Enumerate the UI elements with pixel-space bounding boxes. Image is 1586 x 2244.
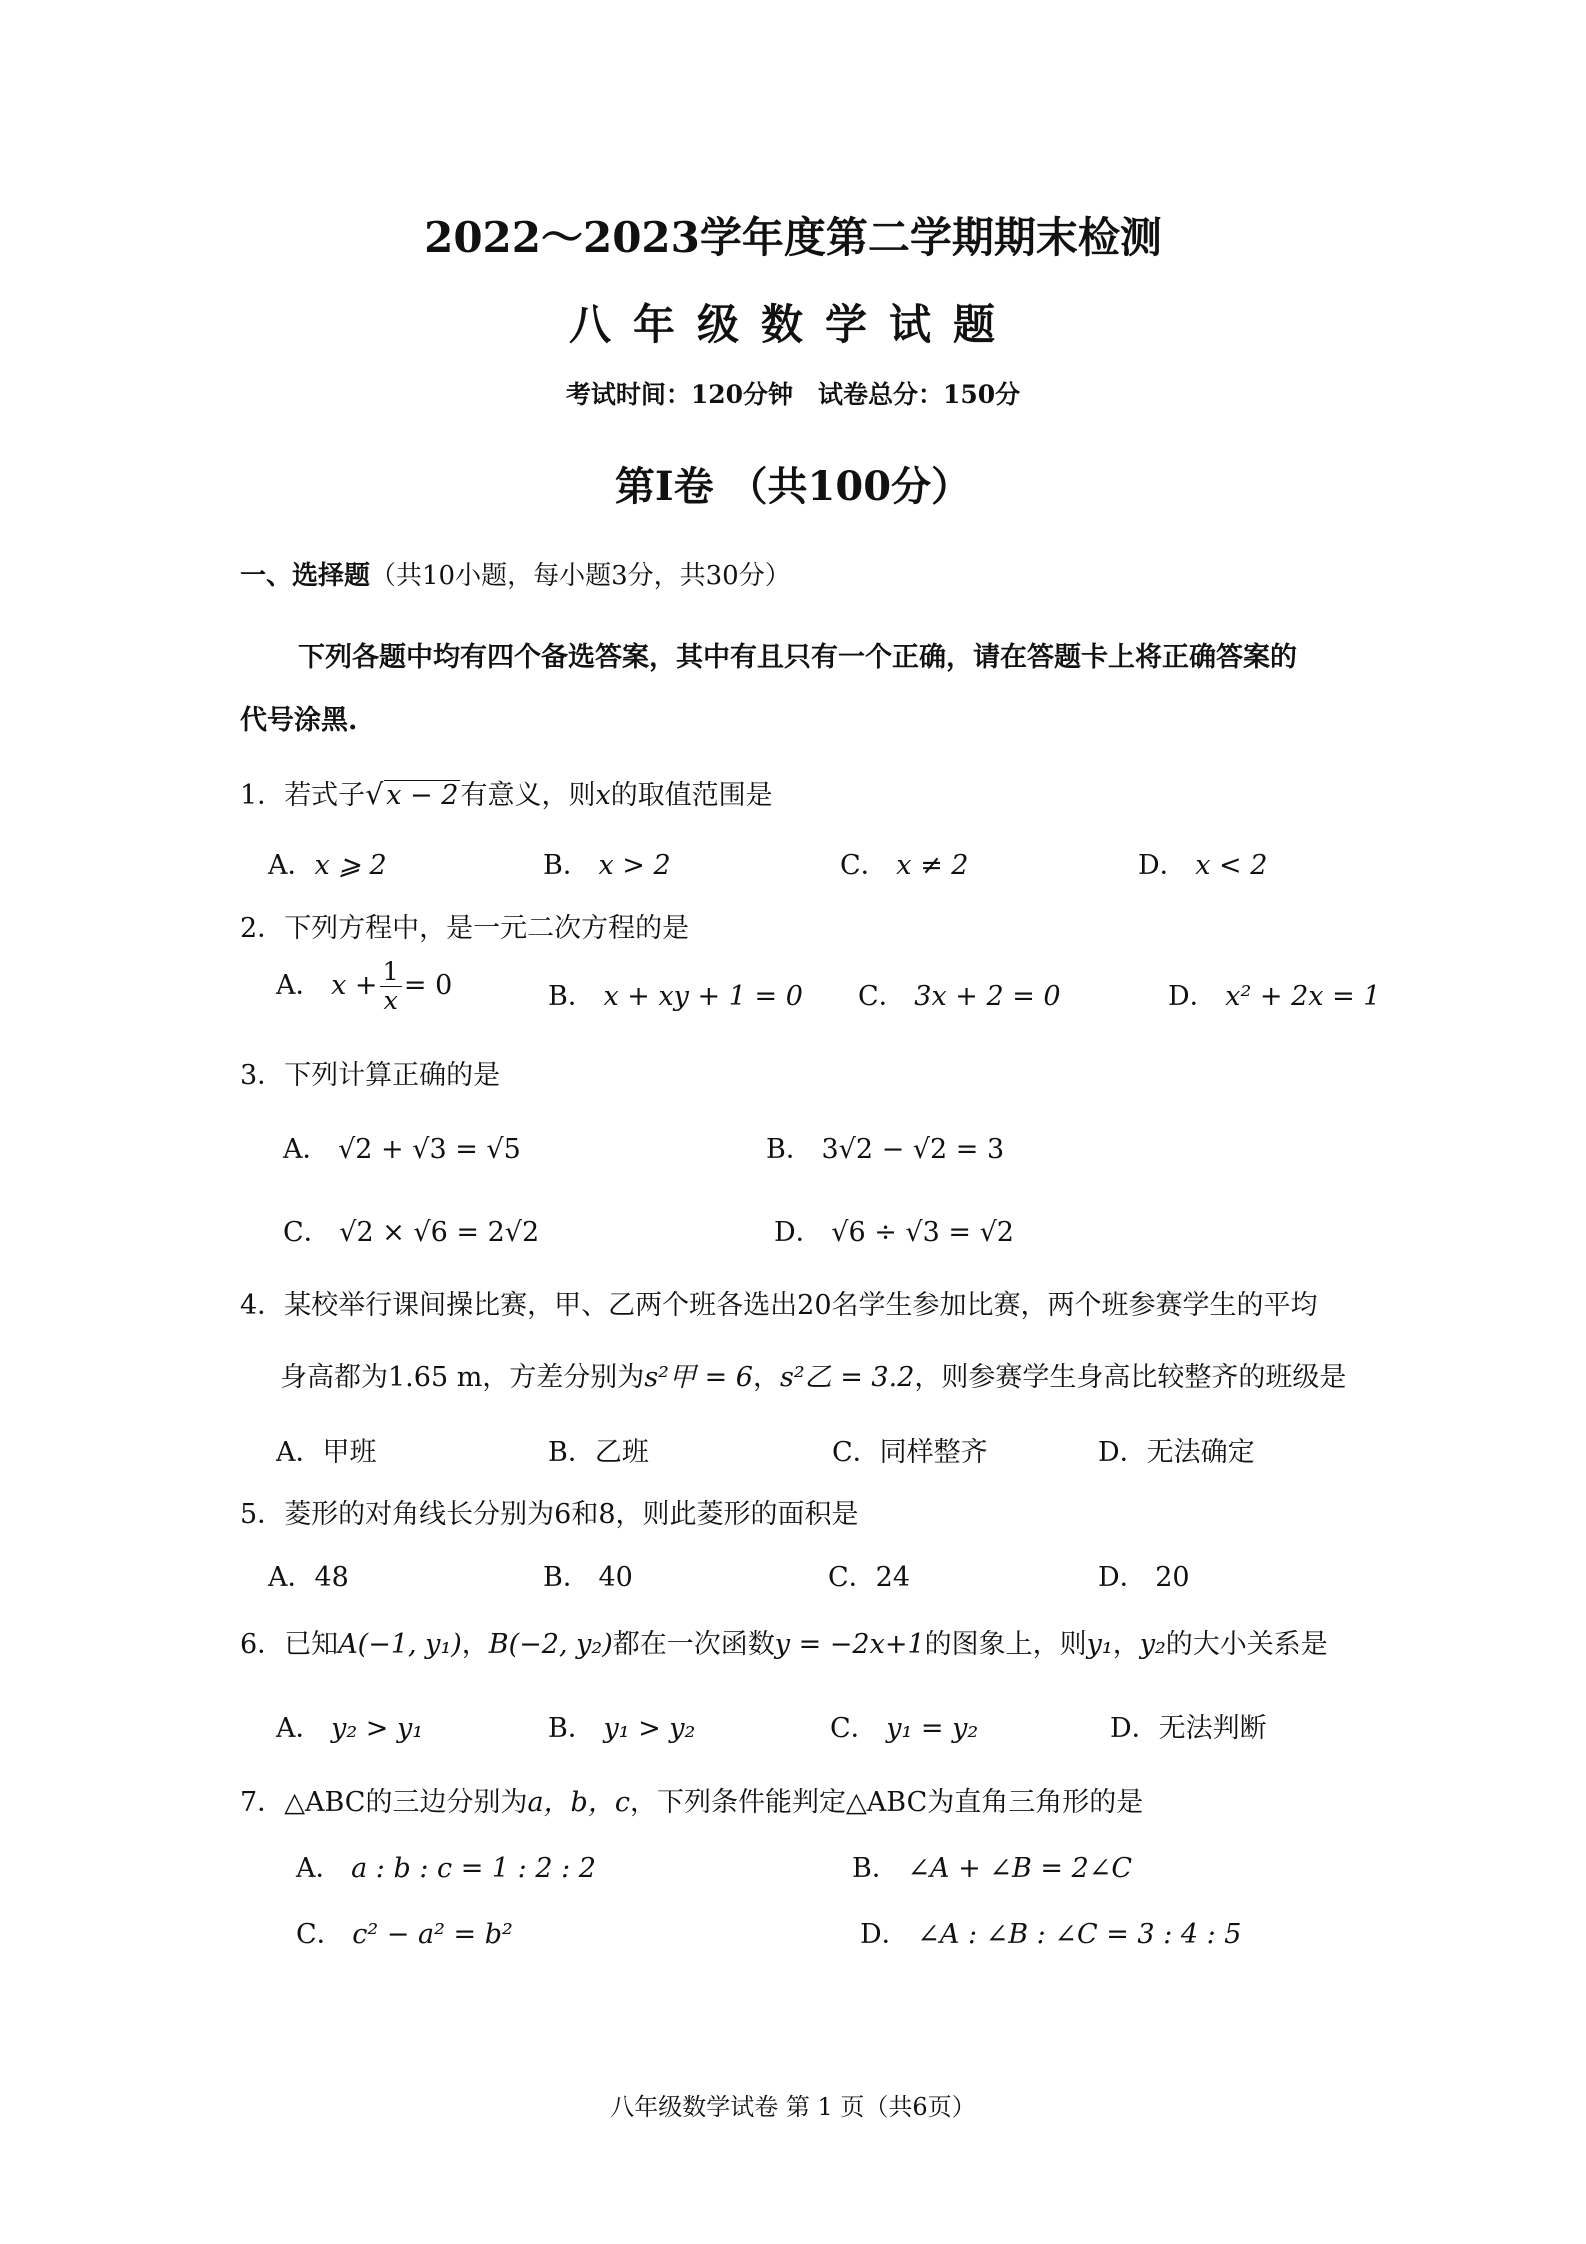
question-3: 3．下列计算正确的是 bbox=[240, 1060, 501, 1091]
fraction: $\frac{1}{x}$ bbox=[380, 958, 402, 1015]
question-5: 5．菱形的对角线长分别为6和8，则此菱形的面积是 bbox=[240, 1499, 859, 1530]
q4-option-c: C．同样整齐 bbox=[832, 1437, 988, 1468]
side-names: a，b，c bbox=[527, 1787, 630, 1818]
q3-option-c: C． √2 × √6 = 2√2 bbox=[283, 1217, 540, 1248]
q7-option-b: B． ∠A + ∠B = 2∠C bbox=[852, 1853, 1133, 1884]
q3-option-b: B． 3√2 − √2 = 3 bbox=[766, 1134, 1005, 1165]
q3-option-d: D． √6 ÷ √3 = √2 bbox=[774, 1217, 1014, 1248]
section-label: 一、选择题 bbox=[240, 561, 371, 591]
q6-option-a: A． y₂ > y₁ bbox=[276, 1713, 424, 1744]
question-4-line-2: 身高都为1.65 m，方差分别为s²甲 = 6，s²乙 = 3.2，则参赛学生身高比较整齐的班级是 bbox=[280, 1362, 1347, 1393]
radicand: x − 2 bbox=[386, 780, 459, 811]
q7-option-d: D． ∠A : ∠B : ∠C = 3 : 4 : 5 bbox=[860, 1919, 1242, 1950]
q1-option-a: A．x ⩾ 2 bbox=[268, 850, 387, 881]
q6-option-d: D．无法判断 bbox=[1110, 1713, 1267, 1744]
q5-option-c: C．24 bbox=[828, 1562, 911, 1593]
exam-title: 2022～2023学年度第二学期期末检测 bbox=[424, 213, 1162, 262]
question-6: 6．已知A(−1, y₁)，B(−2, y₂)都在一次函数y = −2x+1的图象上，则y₁，y₂的大小关系是 bbox=[240, 1629, 1328, 1660]
radical-sign: √ bbox=[365, 778, 384, 811]
q5-option-b: B． 40 bbox=[543, 1562, 633, 1593]
q3-option-a: A． √2 + √3 = √5 bbox=[283, 1134, 521, 1165]
volume-heading: 第Ⅰ卷 （共100分） bbox=[614, 463, 972, 510]
q6-option-c: C． y₁ = y₂ bbox=[830, 1713, 979, 1744]
question-1 bbox=[240, 773, 773, 812]
q2-option-d: D． x² + 2x = 1 bbox=[1168, 981, 1381, 1012]
q4-option-d: D．无法确定 bbox=[1098, 1437, 1255, 1468]
function-expression: y = −2x+1 bbox=[774, 1629, 925, 1660]
variance-a: s²甲 = 6 bbox=[644, 1362, 753, 1393]
question-number: 1． bbox=[240, 780, 285, 811]
section-heading bbox=[240, 555, 791, 592]
exam-subtitle: 八年级数学试题 bbox=[568, 300, 1017, 349]
exam-info: 考试时间：120分钟 试卷总分：150分 bbox=[565, 380, 1021, 409]
page-footer: 八年级数学试卷 第 1 页（共6页） bbox=[610, 2093, 976, 2121]
variable: x bbox=[595, 780, 611, 811]
q4-option-a: A．甲班 bbox=[276, 1437, 377, 1468]
q1-option-d: D． x < 2 bbox=[1138, 850, 1268, 881]
instruction-line-2: 代号涂黑. bbox=[240, 705, 358, 736]
section-note: （共10小题，每小题3分，共30分） bbox=[370, 561, 791, 591]
question-4-line-1: 4．某校举行课间操比赛，甲、乙两个班各选出20名学生参加比赛，两个班参赛学生的平均 bbox=[240, 1290, 1318, 1321]
variance-b: s²乙 = 3.2 bbox=[779, 1362, 915, 1393]
question-text: 有意义，则 bbox=[460, 780, 596, 811]
q4-option-b: B．乙班 bbox=[548, 1437, 649, 1468]
point-b: B(−2, y₂) bbox=[488, 1629, 613, 1660]
question-text: 若式子 bbox=[284, 780, 366, 811]
q7-option-a: A． a : b : c = 1 : 2 : 2 bbox=[296, 1853, 596, 1884]
q2-option-a: A． x + $\frac{1}{x}$ = 0 bbox=[276, 957, 453, 1017]
question-2: 2．下列方程中，是一元二次方程的是 bbox=[240, 913, 690, 944]
q1-option-c: C． x ≠ 2 bbox=[840, 850, 969, 881]
q5-option-d: D． 20 bbox=[1098, 1562, 1190, 1593]
instruction-line-1: 下列各题中均有四个备选答案，其中有且只有一个正确，请在答题卡上将正确答案的 bbox=[298, 642, 1297, 673]
q7-option-c: C． c² − a² = b² bbox=[296, 1919, 513, 1950]
point-a: A(−1, y₁) bbox=[338, 1629, 462, 1660]
q5-option-a: A．48 bbox=[268, 1562, 349, 1593]
q2-option-b: B． x + xy + 1 = 0 bbox=[548, 981, 803, 1012]
question-7: 7．△ABC的三边分别为a，b，c，下列条件能判定△ABC为直角三角形的是 bbox=[240, 1787, 1144, 1818]
q2-option-c: C． 3x + 2 = 0 bbox=[858, 981, 1061, 1012]
q1-option-b: B． x > 2 bbox=[543, 850, 671, 881]
q6-option-b: B． y₁ > y₂ bbox=[548, 1713, 696, 1744]
question-text: 的取值范围是 bbox=[610, 780, 773, 811]
